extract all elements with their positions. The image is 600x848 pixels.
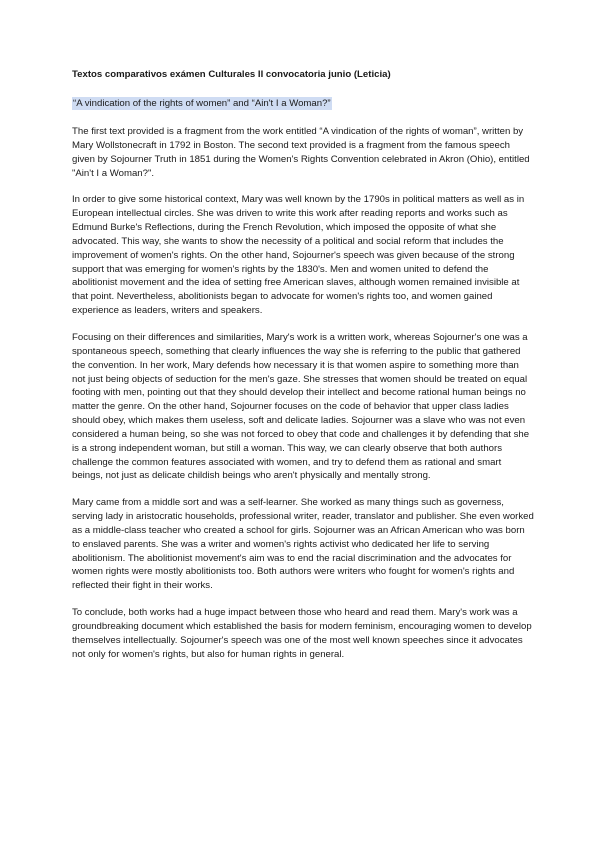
- paragraph-differences-similarities: Focusing on their differences and similarities, Mary's work is a written work, whereas Sojourner's one was a spontaneous speech, something that clearly influences the way she is referring to the public that gathered the convention. In her work, Mary defends how necessary it is that women aspire to something more than not just being objects of seduction for the men's gaze. She stresses that women should be treated on equal footing with men, pointing out that they should develop their intellect and become rational human beings no matter the genre. On the other hand, Sojourner focuses on the code of behavior that upper class ladies should obey, which makes them useless, soft and delicate ladies. Sojourner was a slave who was not even considered a human being, so she was not forced to obey that code and challenges it by defending that she is a strong independent woman, but still a woman. This way, we can clearly observe that both authors challenge the common features associated with women, and try to defend them as rational and smart beings, not just as delicate childish beings who aren't physically and mentally strong.: [72, 331, 530, 482]
- paragraph-historical-context: In order to give some historical context, Mary was well known by the 1790s in political matters as well as in European intellectual circles. She was driven to write this work after reading reports and works such as Edmund Burke's Reflections, during the French Revolution, which imposed the opposite of what she advocated. This way, she wants to show the necessity of a political and social reform that includes the improvement of women's rights. On the other hand, Sojourner's speech was given because of the strong support that was emerging for women's rights by the 1830's. Men and women united to defend the abolitionist movement and the idea of setting free American slaves, although women remained invisible at that point. Nevertheless, abolitionists began to advocate for women's rights too, and women gained experience as leaders, writers and speakers.: [72, 194, 525, 317]
- paragraph-introduction: The first text provided is a fragment from the work entitled “A vindication of the rights of woman”, written by Mary Wollstonecraft in 1792 in Boston. The second text provided is a fragment from the famous speech given by Sojourner Truth in 1851 during the Women's Rights Convention celebrated in Akron (Ohio), entitled "Ain't I a Woman?".: [72, 126, 530, 179]
- paragraph-biographies: Mary came from a middle sort and was a self-learner. She worked as many things such as governess, serving lady in aristocratic households, professional writer, reader, translator and publisher. She even worked as a middle-class teacher who created a school for girls. Sojourner was an African American who was born to enslaved parents. She was a writer and women's rights activist who dedicated her life to serving abolitionism. The abolitionist movement's aim was to end the racial discrimination and the advocates for women rights were mostly abolitionists too. Both authors were writers who fought for women's rights and reflected their fight in their works.: [72, 497, 534, 592]
- highlighted-subtitle: “A vindication of the rights of women” and “Ain't I a Woman?”: [73, 98, 331, 109]
- paragraph-conclusion: To conclude, both works had a huge impact between those who heard and read them. Mary's work was a groundbreaking document which established the basis for modern feminism, encouraging women to develop themselves intellectually. Sojourner's speech was one of the most well known speeches since it advocates not only for women's rights, but also for human rights in general.: [72, 607, 532, 660]
- document-page: [72, 68, 534, 675]
- document-title: Textos comparativos exámen Culturales II convocatoria junio (Leticia): [72, 69, 391, 80]
